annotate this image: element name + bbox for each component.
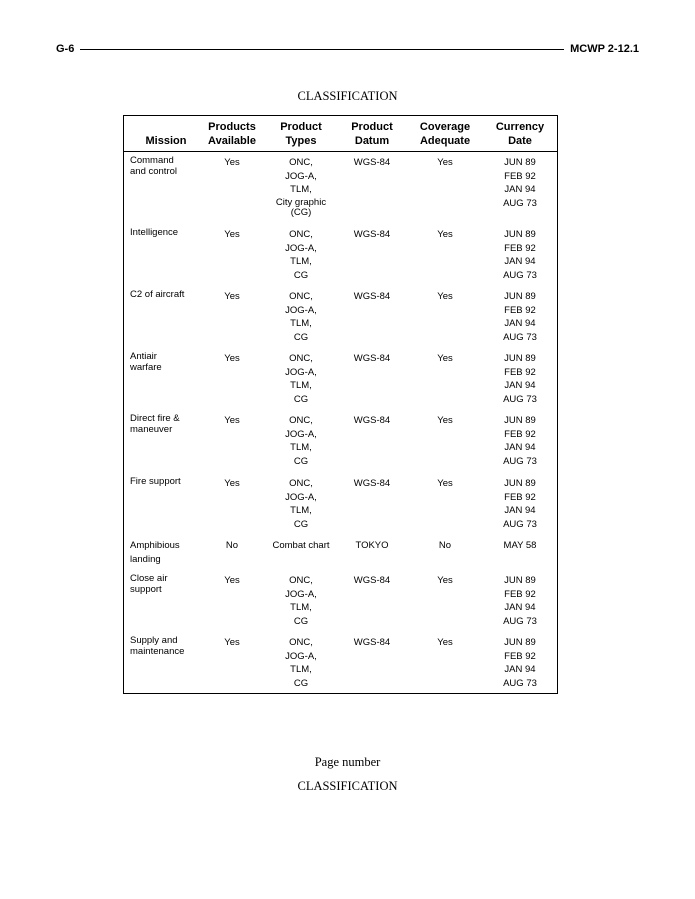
cell-coverage: Yes [437, 157, 453, 168]
type-line: (CG) [290, 206, 312, 218]
type-line: CG [293, 518, 309, 530]
cell-dates [485, 290, 555, 344]
date-line: AUG 73 [503, 615, 537, 627]
cell-datum: WGS-84 [353, 229, 391, 240]
date-line: JUN 89 [504, 478, 536, 489]
date-line: FEB 92 [504, 428, 536, 440]
header-date-line2: Date [508, 134, 532, 147]
cell-dates [485, 414, 555, 468]
cell-types [264, 414, 338, 468]
type-line: ONC, [289, 575, 313, 586]
date-line: FEB 92 [504, 366, 536, 378]
header-datum [336, 116, 408, 151]
cell-datum: TOKYO [355, 540, 389, 551]
cell-types [264, 539, 338, 553]
type-line: TLM, [290, 184, 312, 195]
date-line: AUG 73 [503, 455, 537, 467]
cell-available: Yes [224, 157, 240, 168]
date-line: JUN 89 [504, 353, 536, 364]
mission-line: Intelligence [130, 227, 179, 238]
mission-line: maintenance [130, 645, 185, 657]
mission-line: Close air [130, 573, 168, 584]
date-line: JUN 89 [504, 415, 536, 426]
date-line: JUN 89 [504, 575, 536, 586]
date-line: MAY 58 [503, 540, 537, 551]
page-id: G-6 [56, 43, 75, 55]
header-date-line1: Currency [495, 121, 545, 133]
header-date [485, 116, 555, 151]
cell-types [264, 477, 338, 531]
header-coverage [410, 116, 480, 151]
type-line: TLM, [290, 442, 312, 453]
type-line: TLM, [290, 318, 312, 329]
cell-available: Yes [224, 353, 240, 364]
date-line: AUG 73 [503, 197, 537, 209]
date-line: JAN 94 [504, 318, 536, 329]
type-line: JOG-A, [285, 491, 317, 503]
cell-dates [485, 539, 555, 553]
cell-available: Yes [224, 415, 240, 426]
cell-datum: WGS-84 [353, 353, 391, 364]
page-number: Page number [314, 755, 381, 769]
mission-line: Antiair [130, 351, 157, 362]
cell-available: Yes [224, 478, 240, 489]
type-line: CG [293, 455, 309, 467]
date-line: FEB 92 [504, 304, 536, 316]
publication-id: MCWP 2-12.1 [570, 43, 639, 55]
cell-datum: WGS-84 [353, 575, 391, 586]
mission-line: Amphibious [130, 540, 180, 551]
type-line: JOG-A, [285, 650, 317, 662]
date-line: JAN 94 [504, 664, 536, 675]
mission-line: warfare [130, 361, 162, 373]
date-line: JUN 89 [504, 229, 536, 240]
cell-coverage: Yes [437, 291, 453, 302]
type-line: City graphic [275, 196, 327, 208]
date-line: AUG 73 [503, 518, 537, 530]
cell-datum: WGS-84 [353, 291, 391, 302]
cell-types [264, 636, 338, 690]
date-line: FEB 92 [504, 491, 536, 503]
cell-coverage: No [438, 540, 452, 551]
header-datum-line2: Datum [354, 134, 390, 147]
type-line: CG [293, 269, 309, 281]
date-line: FEB 92 [504, 650, 536, 662]
type-line: CG [293, 677, 309, 689]
header-types [264, 116, 338, 151]
type-line: ONC, [289, 637, 313, 648]
mission-line: C2 of aircraft [130, 289, 185, 300]
header-rule [80, 49, 564, 50]
date-line: JAN 94 [504, 602, 536, 613]
date-line: JUN 89 [504, 291, 536, 302]
mission-products-table [123, 115, 558, 694]
type-line: ONC, [289, 478, 313, 489]
cell-types [264, 574, 338, 628]
type-line: TLM, [290, 505, 312, 516]
cell-types [264, 228, 338, 282]
cell-available: Yes [224, 291, 240, 302]
classification-bottom: CLASSIFICATION [297, 779, 398, 793]
cell-coverage: Yes [437, 478, 453, 489]
header-types-line1: Product [280, 121, 322, 133]
type-line: CG [293, 393, 309, 405]
type-line: CG [293, 615, 309, 627]
header-available [197, 116, 267, 151]
type-line: TLM, [290, 664, 312, 675]
cell-coverage: Yes [437, 415, 453, 426]
classification-top: CLASSIFICATION [297, 89, 398, 103]
date-line: AUG 73 [503, 269, 537, 281]
type-line: JOG-A, [285, 242, 317, 254]
cell-available: Yes [224, 575, 240, 586]
mission-line: and control [130, 165, 178, 177]
type-line: Combat chart [272, 540, 330, 551]
type-line: TLM, [290, 380, 312, 391]
header-mission [126, 116, 206, 151]
type-line: TLM, [290, 256, 312, 267]
date-line: JAN 94 [504, 256, 536, 267]
type-line: JOG-A, [285, 366, 317, 378]
date-line: JAN 94 [504, 184, 536, 195]
cell-dates [485, 228, 555, 282]
date-line: AUG 73 [503, 677, 537, 689]
table-header [124, 116, 557, 152]
cell-dates [485, 636, 555, 690]
header-coverage-line1: Coverage [419, 121, 471, 133]
cell-dates [485, 156, 555, 210]
type-line: JOG-A, [285, 170, 317, 182]
header-available-line1: Products [208, 121, 256, 133]
cell-dates [485, 477, 555, 531]
date-line: AUG 73 [503, 331, 537, 343]
date-line: FEB 92 [504, 242, 536, 254]
date-line: FEB 92 [504, 170, 536, 182]
header-coverage-line2: Adequate [419, 134, 471, 147]
mission-line: support [130, 583, 162, 595]
date-line: JAN 94 [504, 380, 536, 391]
cell-types [264, 156, 338, 218]
mission-line: Fire support [130, 476, 181, 487]
type-line: ONC, [289, 229, 313, 240]
type-line: ONC, [289, 157, 313, 168]
type-line: TLM, [290, 602, 312, 613]
type-line: JOG-A, [285, 588, 317, 600]
date-line: JUN 89 [504, 637, 536, 648]
mission-line: Command [130, 155, 174, 166]
cell-datum: WGS-84 [353, 637, 391, 648]
type-line: ONC, [289, 291, 313, 302]
header-available-line2: Available [208, 134, 256, 147]
date-line: FEB 92 [504, 588, 536, 600]
mission-line: Supply and [130, 635, 178, 646]
cell-coverage: Yes [437, 637, 453, 648]
cell-datum: WGS-84 [353, 478, 391, 489]
mission-line: maneuver [130, 423, 173, 435]
header-datum-line1: Product [351, 121, 393, 133]
cell-coverage: Yes [437, 575, 453, 586]
date-line: JUN 89 [504, 157, 536, 168]
type-line: ONC, [289, 353, 313, 364]
cell-available: Yes [224, 229, 240, 240]
type-line: JOG-A, [285, 428, 317, 440]
cell-coverage: Yes [437, 353, 453, 364]
cell-types [264, 352, 338, 406]
cell-dates [485, 352, 555, 406]
mission-line: Direct fire & [130, 413, 180, 424]
cell-datum: WGS-84 [353, 415, 391, 426]
mission-line: landing [130, 553, 161, 565]
header-types-line2: Types [285, 134, 317, 147]
running-header [56, 40, 639, 58]
header-mission-label: Mission [145, 134, 187, 147]
cell-available: Yes [224, 637, 240, 648]
date-line: JAN 94 [504, 505, 536, 516]
cell-dates [485, 574, 555, 628]
date-line: AUG 73 [503, 393, 537, 405]
cell-datum: WGS-84 [353, 157, 391, 168]
cell-types [264, 290, 338, 344]
cell-coverage: Yes [437, 229, 453, 240]
type-line: JOG-A, [285, 304, 317, 316]
type-line: CG [293, 331, 309, 343]
date-line: JAN 94 [504, 442, 536, 453]
type-line: ONC, [289, 415, 313, 426]
cell-available: No [225, 540, 239, 551]
